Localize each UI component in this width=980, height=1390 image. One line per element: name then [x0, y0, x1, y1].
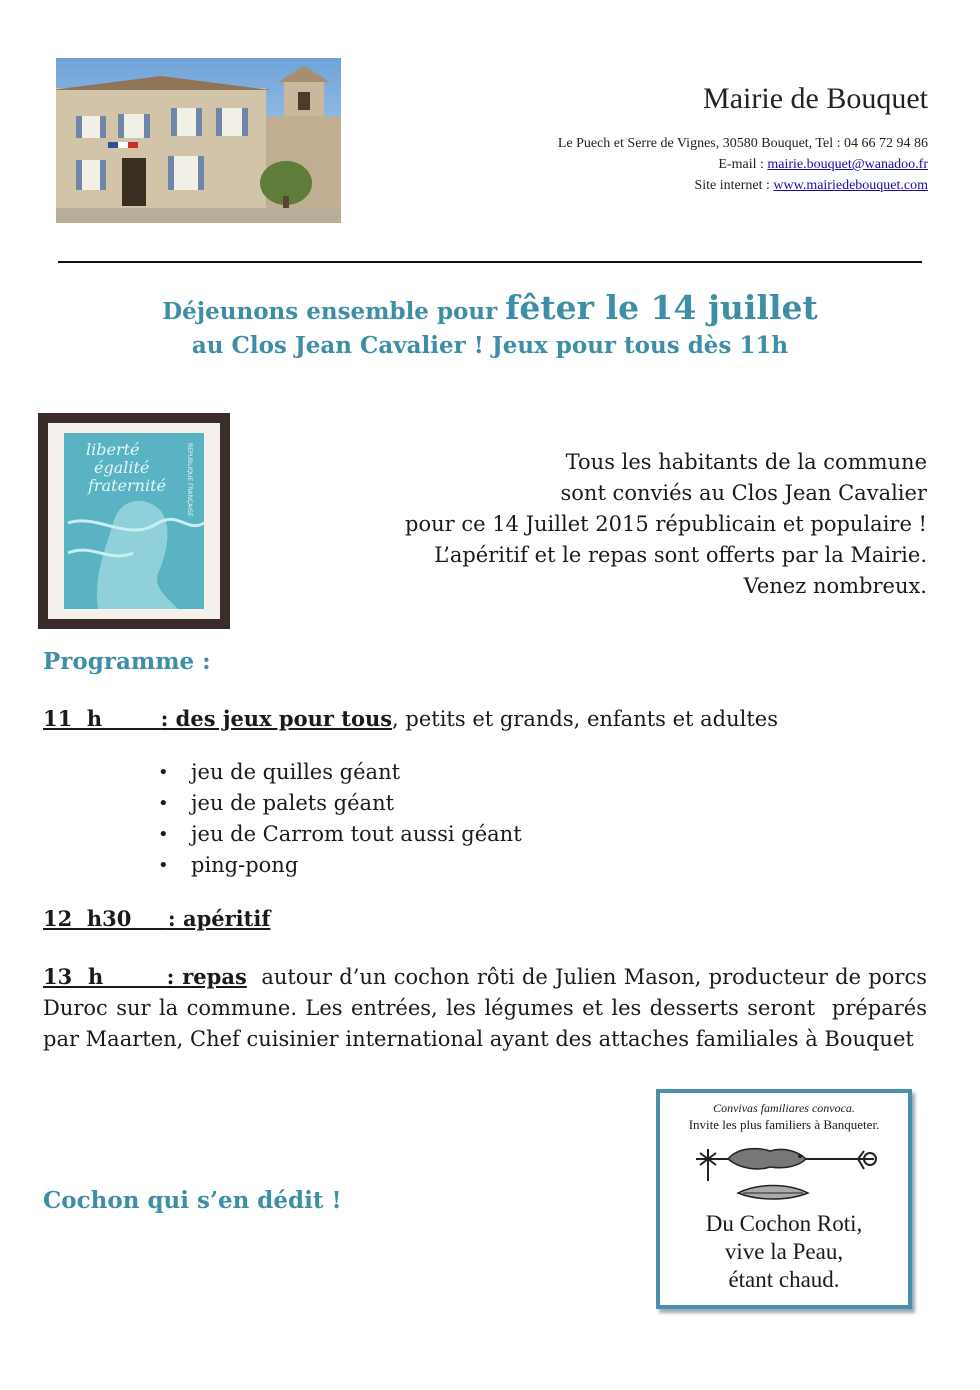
stamp-egalite: égalité — [94, 458, 150, 477]
stamp-country: REPUBLIQUE FRANÇAISE — [186, 443, 193, 517]
games-list — [158, 757, 522, 881]
engraving-french-caption: Invite les plus familiers à Banqueter. — [688, 1117, 880, 1132]
header-address: Le Puech et Serre de Vignes, 30580 Bouquet, Tel : 04 66 72 94 86 — [557, 136, 928, 151]
list-item: • jeu de Carrom tout aussi géant — [158, 819, 522, 850]
header-divider — [58, 261, 922, 263]
headline-lead: Déjeunons ensemble pour — [162, 298, 506, 325]
header-email-line — [718, 157, 928, 173]
schedule-detail: autour d’un cochon rôti de Julien Mason, producteur de porcs Duroc sur la commune. Les entrées, les légumes et les desserts seront préparés par Maarten, Chef cuisinier international ayant des attaches familiales à Bouquet — [43, 965, 934, 1051]
site-label: Site internet : — [694, 178, 774, 193]
list-item: • jeu de palets géant — [158, 788, 522, 819]
schedule-label: : repas — [166, 964, 247, 989]
stamp-fraternite: fraternité — [88, 476, 166, 495]
intro-line: pour ce 14 Juillet 2015 républicain et populaire ! — [405, 512, 927, 536]
schedule-13h — [43, 961, 934, 1055]
programme-title: Programme : — [43, 648, 211, 675]
intro-line: L’apéritif et le repas sont offerts par la Mairie. — [434, 543, 927, 567]
engraving-line-2: vive la Peau, — [724, 1239, 844, 1264]
headline-line-1 — [0, 288, 980, 327]
site-link[interactable]: www.mairiedebouquet.com — [773, 178, 928, 193]
schedule-detail: , petits et grands, enfants et adultes — [392, 707, 779, 731]
schedule-time: 13 h — [43, 964, 167, 989]
pig-roast-engraving — [656, 1089, 912, 1309]
email-link[interactable]: mairie.bouquet@wanadoo.fr — [767, 157, 928, 172]
intro-line: sont conviés au Clos Jean Cavalier — [560, 481, 927, 505]
schedule-label: : apéritif — [167, 906, 271, 931]
schedule-time: 11 h — [43, 706, 161, 731]
header-site-line — [694, 178, 928, 194]
list-item: • ping-pong — [158, 850, 522, 881]
marianne-stamp-image — [38, 413, 230, 629]
town-hall-photo — [56, 58, 341, 223]
engraving-latin-caption: Convivas familiares convoca. — [713, 1101, 855, 1115]
list-item: • jeu de quilles géant — [158, 757, 522, 788]
engraving-line-3: étant chaud. — [728, 1267, 840, 1292]
mairie-title: Mairie de Bouquet — [703, 82, 928, 115]
schedule-label: : des jeux pour tous — [160, 706, 393, 731]
schedule-time: 12 h30 — [43, 906, 168, 931]
schedule-12h30 — [43, 906, 270, 931]
intro-paragraph — [405, 447, 927, 602]
headline-line-2: au Clos Jean Cavalier ! Jeux pour tous dès 11h — [191, 332, 789, 359]
roasting-pig-illustration — [688, 1141, 882, 1211]
schedule-11h — [43, 706, 927, 731]
email-label: E-mail : — [718, 157, 768, 172]
engraving-line-1: Du Cochon Roti, — [705, 1211, 863, 1236]
stamp-liberte: liberté — [86, 440, 140, 459]
intro-line: Tous les habitants de la commune — [565, 450, 927, 474]
headline-emphasis: fêter le 14 juillet — [505, 288, 818, 327]
intro-line: Venez nombreux. — [743, 574, 927, 598]
closing-slogan: Cochon qui s’en dédit ! — [43, 1187, 342, 1214]
